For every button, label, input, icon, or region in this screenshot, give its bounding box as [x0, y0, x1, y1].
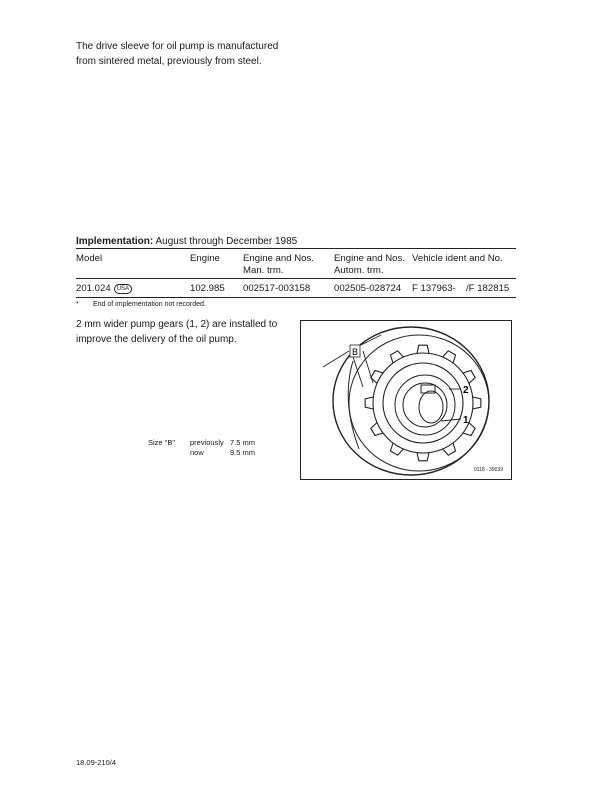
- header-engine-auto: [334, 253, 405, 277]
- table-top-rule: [76, 248, 516, 249]
- header-engine: Engine: [190, 253, 220, 264]
- header-vehicle: Vehicle ident and No.: [412, 253, 503, 264]
- size-prev-value: 7.5 mm: [230, 438, 256, 447]
- gear-tooth: [390, 443, 403, 455]
- callout-b: B: [352, 347, 359, 357]
- gears-line-2: improve the delivery of the oil pump.: [76, 334, 237, 345]
- size-now-value: 9.5 mm: [230, 448, 256, 457]
- table-bottom-rule: [76, 297, 516, 298]
- header-engine-man: [243, 253, 314, 277]
- cell-vehicle-from: F 137963-: [412, 283, 456, 294]
- gear-tooth: [417, 453, 429, 461]
- cell-engine-auto: 002505-028724: [334, 283, 402, 294]
- header-engine-auto-line-2: Autom. trm.: [334, 265, 384, 276]
- oil-pump-gear-illustration: [301, 321, 511, 479]
- page-code: 18.09-210/4: [76, 758, 117, 767]
- implementation-heading: [76, 236, 297, 247]
- gear-tooth: [443, 443, 456, 455]
- size-label: Size "B": [148, 438, 176, 447]
- gear-tooth: [417, 345, 429, 353]
- header-model: Model: [76, 253, 103, 264]
- cell-model-text: 201.024: [76, 283, 111, 294]
- cell-engine-man: 002517-003158: [243, 283, 311, 294]
- gear-tooth: [473, 397, 481, 409]
- gear-tooth: [365, 397, 373, 409]
- intro-line-2: from sintered metal, previously from steel.: [76, 56, 262, 67]
- intro-paragraph: [76, 39, 316, 69]
- callout-2: 2: [463, 385, 469, 396]
- oil-pump-gear-figure: [300, 320, 512, 480]
- gear-tooth: [463, 370, 475, 383]
- figure-reference: 0118 - 39039: [473, 467, 503, 473]
- footnote-mark: *: [76, 301, 79, 308]
- gear-tooth: [390, 351, 403, 363]
- cell-model: [76, 283, 132, 295]
- header-engine-man-line-1: Engine and Nos.: [243, 253, 314, 264]
- footnote-text: End of implementation not recorded.: [93, 301, 206, 308]
- cell-engine: 102.985: [190, 283, 225, 294]
- table-header-rule: [76, 278, 516, 279]
- header-engine-man-line-2: Man. trm.: [243, 265, 284, 276]
- gears-paragraph: [76, 317, 286, 347]
- gears-line-1: 2 mm wider pump gears (1, 2) are installed to: [76, 319, 278, 330]
- implementation-label: Implementation:: [76, 236, 154, 247]
- implementation-period: August through December 1985: [155, 236, 298, 247]
- header-engine-auto-line-1: Engine and Nos.: [334, 253, 405, 264]
- size-prev-label: previously: [190, 438, 224, 447]
- outer-gear: [365, 345, 481, 461]
- gear-tooth: [371, 423, 383, 436]
- usa-badge: USA: [114, 284, 132, 294]
- size-now-label: now: [190, 448, 204, 457]
- intro-line-1: The drive sleeve for oil pump is manufactured: [76, 41, 279, 52]
- cell-vehicle-to: /F 182815: [466, 283, 510, 294]
- callout-1: 1: [463, 415, 469, 426]
- inner-gear: [395, 375, 455, 435]
- gear-tooth: [443, 351, 456, 363]
